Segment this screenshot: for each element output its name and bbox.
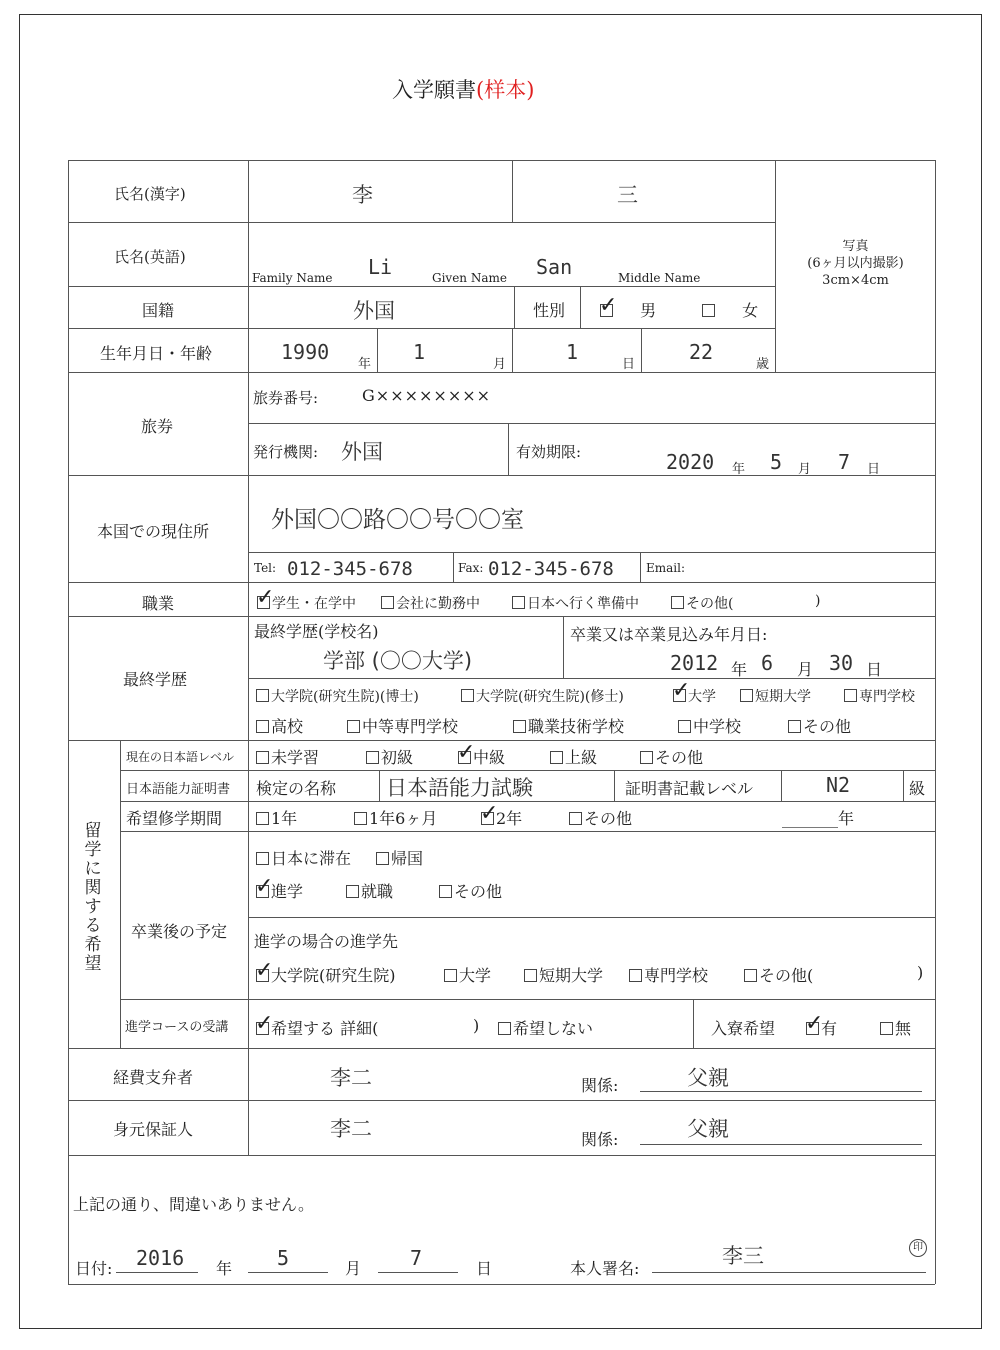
guarantor-relation: 父親 [687,1117,729,1141]
after-checkbox-stay[interactable] [256,852,269,865]
edu-option-highschool[interactable] [256,714,303,737]
photo-line3: 3cm×4cm [822,273,889,288]
female-checkbox[interactable] [702,304,715,317]
edu-text-master: 大学院(研究生院)(修士) [476,689,624,705]
guarantor-label: 身元保証人 [113,1120,194,1139]
date-year-underline [116,1272,198,1273]
course-option-want[interactable] [255,1011,379,1039]
level-checkbox-none[interactable] [256,751,269,764]
after-checkbox-return[interactable] [376,852,389,865]
sponsor-relation: 父親 [687,1066,729,1090]
level-text-beginner: 初級 [381,748,414,767]
period-text-other: その他 [584,809,633,828]
given-name-kanji: 三 [617,183,638,207]
course-label: 進学コースの受講 [125,1020,229,1035]
grad-month-unit: 月 [797,660,814,679]
period-text-1y: 1年 [271,809,298,828]
grad-day: 30 [829,651,854,675]
edu-option-master[interactable] [461,686,624,706]
sponsor-name: 李二 [330,1066,372,1090]
seal-icon: 印 [909,1239,927,1257]
period-option-1y6m[interactable] [354,806,437,829]
signature-value[interactable]: 李三 [722,1244,764,1268]
address-value: 外国〇〇路〇〇号〇〇室 [271,507,524,533]
birth-day: 1 [566,340,579,364]
course-text-want: 希望する 詳細( [271,1019,379,1038]
school-name-value: 学部 (〇〇大学) [323,649,473,673]
grad-year: 2012 [670,651,719,675]
level-option-intermediate[interactable] [457,740,506,768]
edu-checkbox-master[interactable] [461,689,474,702]
dest-checkbox-junior-college[interactable] [524,969,537,982]
after-checkbox-employment[interactable] [346,885,359,898]
course-text-no: 希望しない [513,1019,594,1038]
edu-text-other: その他 [803,717,852,736]
guarantor-relation-underline [640,1144,922,1145]
occupation-checkbox-other[interactable] [671,596,684,609]
dest-checkbox-graduate[interactable] [255,958,274,983]
birth-month-unit: 月 [493,357,507,372]
dest-checkbox-university[interactable] [444,969,457,982]
dest-option-graduate[interactable] [255,958,396,986]
dorm-checkbox-yes[interactable] [805,1011,824,1036]
level-checkbox-intermediate[interactable] [457,740,476,765]
edu-checkbox-vocational[interactable] [844,689,857,702]
date-day: 7 [410,1246,423,1270]
destination-label: 進学の場合の進学先 [254,932,399,951]
exam-name-value: 日本語能力試験 [386,776,533,800]
period-blank: _______年 [782,809,855,828]
name-english-label: 氏名(英語) [114,248,186,266]
japanese-level-label: 現在の日本語レベル [126,750,235,764]
school-name-label: 最終学歴(学校名) [254,622,379,641]
signature-underline [652,1272,926,1273]
cert-level-value: N2 [826,773,851,797]
certificate-label: 日本語能力証明書 [126,782,231,797]
check-mark-icon: ✓ [457,740,476,765]
edu-text-technical: 職業技術学校 [528,717,625,736]
photo-box [776,238,935,289]
photo-line2: (6ヶ月以内撮影) [807,256,904,271]
dest-text-vocational: 専門学校 [644,966,709,985]
dest-option-junior-college[interactable] [524,963,603,986]
period-checkbox-2y[interactable] [480,801,499,826]
check-mark-icon: ✓ [599,293,618,318]
edu-text-university: 大学 [688,689,716,705]
course-checkbox-want[interactable] [255,1011,274,1036]
issuer-label: 発行機関: [253,443,319,461]
edu-checkbox-technical[interactable] [513,720,526,733]
after-text-other: その他 [454,882,503,901]
family-name-caption: Family Name [252,271,333,285]
level-option-other[interactable] [640,745,703,768]
level-text-none: 未学習 [271,748,320,767]
dest-option-vocational[interactable] [629,963,708,986]
dorm-text-no: 無 [895,1019,912,1038]
photo-line1: 写真 [842,239,869,254]
grad-month: 6 [761,651,774,675]
edu-checkbox-highschool[interactable] [256,720,269,733]
birth-label: 生年月日・年齢 [100,344,213,363]
expiry-month: 5 [770,450,783,474]
edu-option-middleschool[interactable] [678,714,741,737]
expiry-year: 2020 [666,450,715,474]
after-text-employment: 就職 [361,882,394,901]
edu-text-highschool: 高校 [271,717,304,736]
name-kanji-label: 氏名(漢字) [114,185,186,203]
edu-text-secondary-vocational: 中等専門学校 [362,717,459,736]
expiry-month-unit: 月 [798,462,812,477]
after-checkbox-further-study[interactable] [255,874,274,899]
period-checkbox-other[interactable] [569,812,582,825]
fax-label: Fax: [458,561,484,575]
dorm-checkbox-no[interactable] [880,1022,893,1035]
sex-female-option[interactable] [702,298,758,321]
edu-option-technical[interactable] [513,714,624,737]
date-month-unit: 月 [345,1259,362,1278]
dest-checkbox-vocational[interactable] [629,969,642,982]
edu-checkbox-junior-college[interactable] [740,689,753,702]
dorm-label: 入寮希望 [711,1019,776,1038]
after-text-stay: 日本に滞在 [271,849,352,868]
occupation-option-preparing[interactable] [512,593,639,613]
course-detail-close: ) [473,1016,480,1035]
after-graduation-label: 卒業後の予定 [131,922,228,941]
edu-option-university[interactable] [672,678,716,706]
check-mark-icon: ✓ [805,1011,824,1036]
level-text-advanced: 上級 [565,748,598,767]
edu-checkbox-university[interactable] [672,678,691,703]
after-option-other[interactable] [439,879,502,902]
middle-name-caption: Middle Name [618,271,701,285]
period-option-1y[interactable] [256,806,297,829]
guarantor-relation-label: 関係: [581,1130,619,1149]
issuer-value: 外国 [341,440,383,464]
period-checkbox-1y[interactable] [256,812,269,825]
date-label: 日付: [75,1259,113,1278]
birth-day-unit: 日 [622,357,636,372]
fax-value: 012-345-678 [488,558,614,580]
title-sample: (样本) [476,78,535,102]
exam-name-label: 検定の名称 [256,779,337,798]
occupation-option-student[interactable] [256,585,356,613]
tel-label: Tel: [254,561,277,575]
date-year-unit: 年 [216,1259,233,1278]
after-text-further-study: 進学 [271,882,304,901]
expiry-day: 7 [838,450,851,474]
cert-level-unit: 級 [909,779,926,798]
graduation-date-label: 卒業又は卒業見込み年月日: [570,625,768,644]
course-option-no[interactable] [498,1016,593,1039]
occupation-text-student: 学生・在学中 [272,596,356,612]
edu-text-doctor: 大学院(研究生院)(博士) [271,689,419,705]
after-checkbox-other[interactable] [439,885,452,898]
check-mark-icon: ✓ [255,958,274,983]
level-option-none[interactable] [256,745,319,768]
edu-option-secondary-vocational[interactable] [347,714,458,737]
date-year: 2016 [136,1246,185,1270]
study-hopes-label: 留学に関する希望 [84,821,102,974]
signature-label: 本人署名: [570,1259,640,1278]
sex-male-option[interactable] [599,293,657,321]
address-label: 本国での現住所 [97,522,210,541]
date-month: 5 [277,1246,290,1270]
cert-level-label: 証明書記載レベル [625,779,754,798]
dorm-option-yes[interactable] [805,1011,838,1039]
edu-text-junior-college: 短期大学 [755,689,811,705]
title-main: 入学願書 [392,78,476,102]
passport-number: G×××××××× [362,386,492,405]
date-month-underline [248,1272,328,1273]
edu-option-other[interactable] [788,714,851,737]
tel-value: 012-345-678 [287,558,413,580]
sponsor-label: 経費支弁者 [113,1068,194,1087]
expiry-year-unit: 年 [732,462,746,477]
level-checkbox-beginner[interactable] [366,751,379,764]
expiry-label: 有効期限: [516,443,582,461]
check-mark-icon: ✓ [256,585,275,610]
edu-checkbox-secondary-vocational[interactable] [347,720,360,733]
sponsor-relation-underline [640,1091,922,1092]
edu-checkbox-middleschool[interactable] [678,720,691,733]
dest-text-other: その他( [759,966,814,985]
declaration-text: 上記の通り、間違いありません。 [73,1195,314,1214]
female-label: 女 [742,301,759,320]
dorm-option-no[interactable] [880,1016,911,1039]
occupation-option-employed[interactable] [381,593,480,613]
after-option-further-study[interactable] [255,874,304,902]
dest-text-junior-college: 短期大学 [539,966,604,985]
dest-option-other[interactable] [744,963,813,986]
birth-year: 1990 [281,340,330,364]
occupation-text-employed: 会社に勤務中 [396,596,480,612]
nationality-label: 国籍 [142,301,175,320]
date-day-underline [378,1272,458,1273]
male-label: 男 [640,301,657,320]
check-mark-icon: ✓ [255,1011,274,1036]
given-name-caption: Given Name [432,271,507,285]
dest-option-university[interactable] [444,963,491,986]
course-checkbox-no[interactable] [498,1022,511,1035]
level-option-advanced[interactable] [550,745,597,768]
occupation-checkbox-employed[interactable] [381,596,394,609]
edu-text-middleschool: 中学校 [693,717,742,736]
period-checkbox-1y6m[interactable] [354,812,367,825]
period-text-1y6m: 1年6ヶ月 [369,809,438,828]
birth-month: 1 [413,340,426,364]
male-checkbox[interactable] [599,293,618,318]
passport-label: 旅券 [141,417,174,436]
after-text-return: 帰国 [391,849,424,868]
check-mark-icon: ✓ [480,801,499,826]
occupation-text-preparing: 日本へ行く準備中 [527,596,639,612]
edu-option-junior-college[interactable] [740,686,811,706]
dest-text-university: 大学 [459,966,492,985]
level-option-beginner[interactable] [366,745,413,768]
level-checkbox-other[interactable] [640,751,653,764]
check-mark-icon: ✓ [672,678,691,703]
form-title [392,74,534,104]
family-name-english: Li [368,255,393,279]
sponsor-relation-label: 関係: [581,1076,619,1095]
occupation-label: 職業 [142,594,175,613]
occupation-other-close: ) [815,593,821,609]
edu-checkbox-other[interactable] [788,720,801,733]
occupation-text-other: その他( [686,596,734,612]
occupation-option-other[interactable] [671,593,733,613]
passport-number-label: 旅券番号: [253,389,319,407]
edu-checkbox-doctor[interactable] [256,689,269,702]
level-text-other: その他 [655,748,704,767]
birth-year-unit: 年 [358,357,372,372]
grad-day-unit: 日 [866,660,883,679]
period-option-other[interactable] [569,806,632,829]
family-name-kanji: 李 [352,183,373,207]
period-text-2y: 2年 [496,809,523,828]
occupation-checkbox-student[interactable] [256,585,275,610]
age-unit: 歳 [756,357,770,372]
level-text-intermediate: 中級 [473,748,506,767]
level-checkbox-advanced[interactable] [550,751,563,764]
after-option-return[interactable] [376,846,423,869]
edu-text-vocational: 専門学校 [859,689,915,705]
after-option-stay[interactable] [256,846,351,869]
date-day-unit: 日 [476,1259,493,1278]
given-name-english: San [536,255,573,279]
email-label: Email: [646,561,686,575]
dorm-text-yes: 有 [821,1019,838,1038]
dest-text-graduate: 大学院(研究生院) [271,966,396,985]
after-option-employment[interactable] [346,879,393,902]
edu-option-vocational[interactable] [844,686,915,706]
dest-other-close: ) [917,963,924,982]
education-label: 最終学歴 [123,670,188,689]
check-mark-icon: ✓ [255,874,274,899]
nationality-value: 外国 [353,299,395,323]
edu-option-doctor[interactable] [256,686,419,706]
grad-year-unit: 年 [731,660,748,679]
study-period-label: 希望修学期間 [126,809,223,828]
age-value: 22 [689,340,714,364]
expiry-day-unit: 日 [867,462,881,477]
period-option-2y[interactable] [480,801,523,829]
guarantor-name: 李二 [330,1117,372,1141]
sex-label: 性別 [533,301,566,320]
occupation-checkbox-preparing[interactable] [512,596,525,609]
dest-checkbox-other[interactable] [744,969,757,982]
